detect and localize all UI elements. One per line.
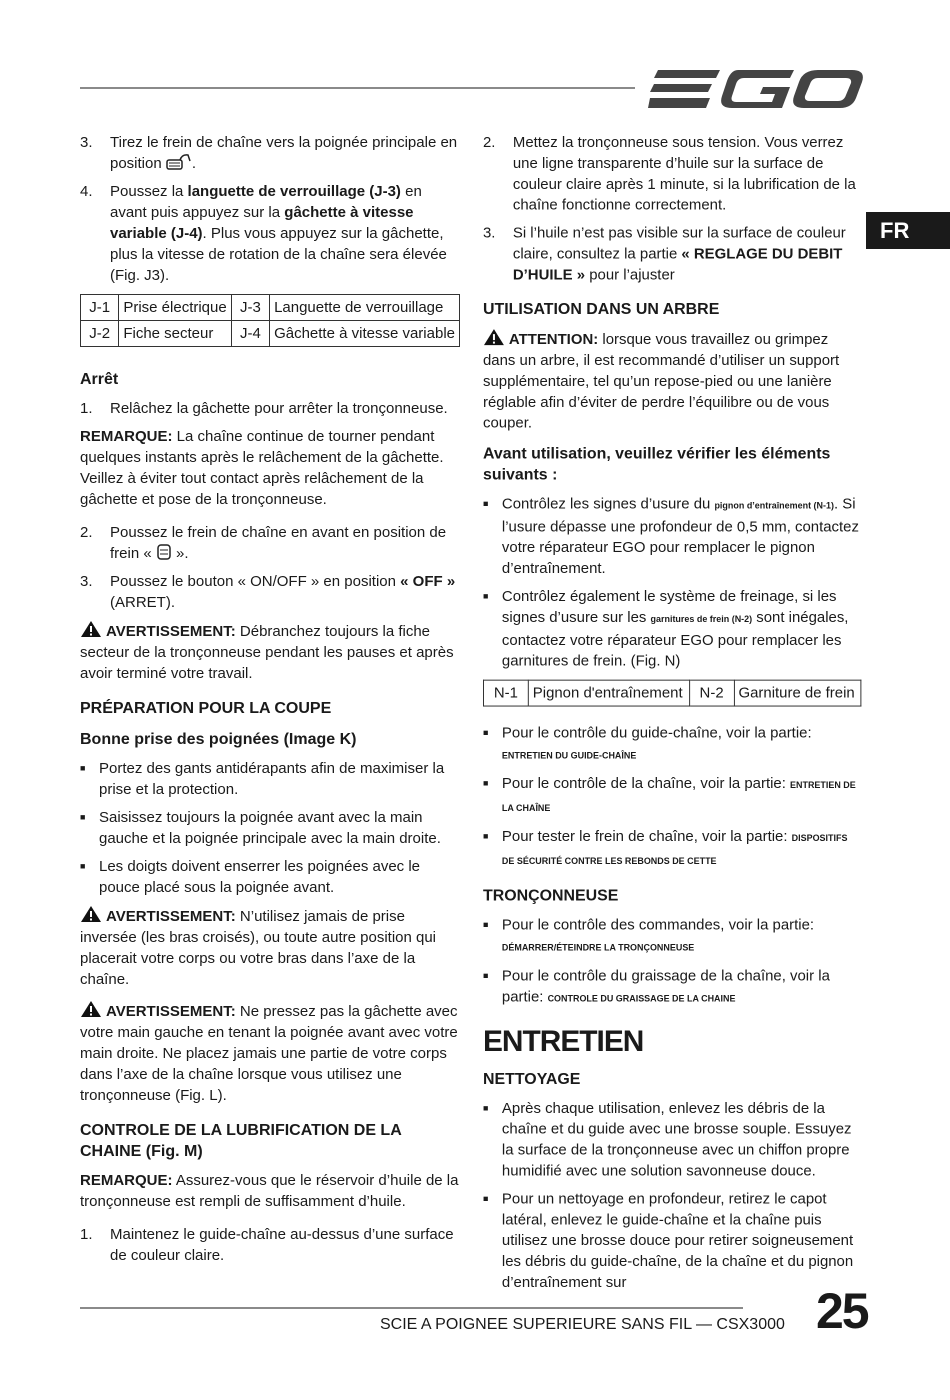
warning-block: AVERTISSEMENT: Débranchez toujours la fiche secteur de la tronçonneuse pendant les pauses et après avoir terminé votre travail.: [80, 620, 460, 684]
step-text: Tirez le frein de chaîne vers la poignée principale en position .: [110, 134, 458, 172]
attention-block: ATTENTION: lorsque vous travaillez ou grimpez dans un arbre, il est recommandé d’utiliser un support supplémentaire, tel qu’un repose-pied ou une lanière réglable afin d’éviter de perdre l’équilibre ou de vous couper.: [483, 328, 861, 434]
brake-off-icon: [166, 153, 192, 171]
step-item: 2. Poussez le frein de chaîne en avant en position de frein « ».: [80, 524, 447, 562]
lubrication-heading: CONTROLE DE LA LUBRIFICATION DE LA CHAINE (Fig. M): [80, 1122, 402, 1160]
list-item: ■ Pour le contrôle du graissage de la chaîne, voir la partie: CONTROLE DU GRAISSAGE DE LA CHAINE: [483, 967, 830, 1006]
ego-logo: [648, 64, 863, 114]
step-item: 3. Si l’huile n’est pas visible sur la surface de couleur claire, consultez la partie « REGLAGE DU DEBIT D’HUILE » pour l’ajuster: [483, 224, 846, 284]
footer-rule: [80, 1307, 743, 1309]
step-item: 1. Maintenez le guide-chaîne au-dessus d’une surface de couleur claire.: [80, 1226, 454, 1264]
step-item: 1. Relâchez la gâchette pour arrêter la tronçonneuse.: [80, 400, 448, 417]
page-number: 25: [816, 1283, 868, 1339]
warning-icon: [80, 1000, 102, 1018]
list-item: ■ Pour le contrôle de la chaîne, voir la partie: ENTRETIEN DE LA CHAÎNE: [483, 775, 856, 814]
brake-on-icon: [156, 543, 172, 561]
arret-heading: Arrêt: [80, 371, 119, 388]
step-item: 2. Mettez la tronçonneuse sous tension. Vous verrez une ligne transparente d’huile sur la surface de couleur claire après 1 minute, si la lubrification de la chaîne fonctionne correctement.: [483, 133, 856, 214]
step-item: [80, 132, 460, 174]
list-item: ■ Pour un nettoyage en profondeur, retirez le capot latéral, enlevez le guide-chaîne et la chaîne puis utilisez une brosse douce pour retirer soigneusement les débris du guide-chaîne, de la chaîne et du pignon d’entraînement sur: [483, 1190, 854, 1292]
warning-block: AVERTISSEMENT: Ne pressez pas la gâchette avec votre main gauche en tenant la poignée avant avec votre main droite. Ne placez jamais une partie de votre corps dans l’axe de la chaîne lorsque vous utilisez une tronçonneuse (Fig. L).: [80, 1000, 460, 1106]
list-item: ■ Pour le contrôle des commandes, voir la partie: DÉMARRER/ÉTEINDRE LA TRONÇONNEUSE: [483, 916, 815, 953]
step-item: [80, 181, 460, 286]
language-tab: FR: [866, 212, 950, 249]
warning-icon: [80, 620, 102, 638]
right-column: [483, 132, 861, 1300]
step-number: 3.: [80, 134, 93, 151]
header-rule: [80, 87, 635, 89]
reference-table-j: [80, 294, 460, 347]
step-item: 3. Poussez le bouton « ON/OFF » en position « OFF » (ARRET).: [80, 573, 456, 611]
table-row: N-1 Pignon d'entraînement N-2 Garniture de frein: [483, 680, 860, 706]
reference-table-n: [483, 680, 861, 707]
warning-icon: [80, 905, 102, 923]
list-item: ■ Après chaque utilisation, enlevez les débris de la chaîne et du guide avec une brosse souple. Essuyez la surface de la tronçonneuse avec un chiffon propre humidifié avec une solution savonneuse douce.: [483, 1099, 852, 1180]
tree-heading: UTILISATION DANS UN ARBRE: [483, 301, 720, 319]
list-item: ■ Pour tester le frein de chaîne, voir la partie: DISPOSITIFS DE SÉCURITÉ CONTRE LES REBONDS DE CETTE: [483, 828, 848, 866]
list-item: ■ Saisissez toujours la poignée avant avec la main gauche et la poignée principale avec la main droite.: [80, 809, 441, 847]
remark: REMARQUE: Assurez-vous que le réservoir d’huile de la tronçonneuse est rempli de suffisamment d’huile.: [80, 1172, 459, 1210]
list-item: ■ Pour le contrôle du guide-chaîne, voir la partie: ENTRETIEN DU GUIDE-CHAÎNE: [483, 724, 812, 761]
list-item: ■ Contrôlez également le système de freinage, si les signes d’usure sur les garnitures de frein (N-2) sont inégales, contactez votre réparateur EGO pour remplacer les garnitures de frein. (Fig. N): [483, 588, 849, 670]
table-row: J-2 Fiche secteur J-4 Gâchette à vitesse variable: [81, 321, 460, 347]
list-item: ■ Contrôlez les signes d’usure du pignon d’entraînement (N-1). Si l’usure dépasse une profondeur de 0,5 mm, contactez votre réparateur EGO pour remplacer le pignon d’entraînement.: [483, 495, 859, 578]
warning-block: AVERTISSEMENT: N’utilisez jamais de prise inversée (les bras croisés), ou toute autre position qui placerait votre corps ou votre bras dans l’axe de la chaîne.: [80, 905, 460, 990]
maintenance-heading: ENTRETIEN: [483, 1025, 644, 1059]
list-item: ■ Portez des gants antidérapants afin de maximiser la prise et la protection.: [80, 760, 445, 798]
preparation-heading: PRÉPARATION POUR LA COUPE: [80, 700, 332, 717]
step-number: 4.: [80, 183, 93, 200]
cleaning-heading: NETTOYAGE: [483, 1070, 581, 1088]
chainsaw-heading: TRONÇONNEUSE: [483, 887, 619, 905]
remark: REMARQUE: La chaîne continue de tourner pendant quelques instants après le relâchement de la gâchette. Veillez à éviter tout contact après relâchement de la gâchette et pose de la tronçonneuse.: [80, 428, 444, 508]
check-heading: Avant utilisation, veuillez vérifier les éléments suivants :: [483, 445, 831, 484]
grip-heading: Bonne prise des poignées (Image K): [80, 731, 357, 748]
footer-title: SCIE A POIGNEE SUPERIEURE SANS FIL — CSX3000: [380, 1316, 785, 1333]
step-text: Poussez la languette de verrouillage (J-3) en avant puis appuyez sur la gâchette à vitesse variable (J-4). Plus vous appuyez sur la gâchette, plus la vitesse de rotation de la chaîne sera élevée (Fig. J3).: [110, 183, 447, 284]
table-row: J-1 Prise électrique J-3 Languette de verrouillage: [81, 295, 460, 321]
left-column: [80, 132, 460, 1273]
list-item: ■ Les doigts doivent enserrer les poignées avec le pouce placé sous la poignée avant.: [80, 858, 421, 896]
warning-icon: [483, 328, 505, 346]
